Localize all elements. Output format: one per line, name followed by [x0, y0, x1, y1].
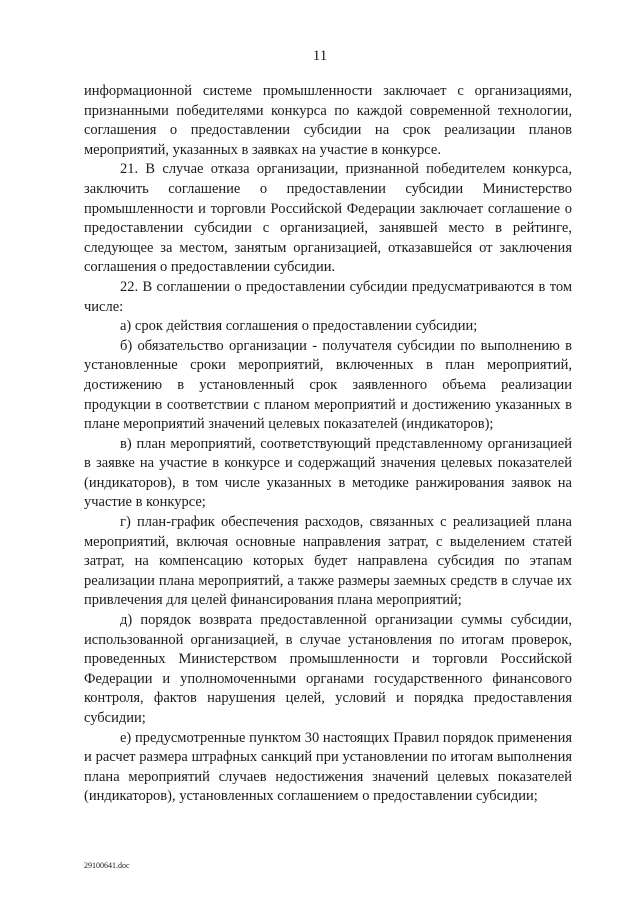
- subitem-b: б) обязательство организации - получателя субсидии по выполнению в установленные сроки мероприятий, включенных в план мероприятий, достижению в установленный срок заявленного объема реализации продукции в соответствии с планом мероприятий и достижению указанных в плане мероприятий значений целевых показателей (индикаторов);: [84, 337, 572, 433]
- subitem-g: г) план-график обеспечения расходов, связанных с реализацией плана мероприятий, включая основные направления затрат, с выделением статей затрат, на компенсацию которых будет направлена субсидия по этапам реализации плана мероприятий, а также размеры заемных средств в случае их привлечения для целей финансирования плана мероприятий;: [84, 514, 572, 609]
- paragraph-item-21: 21. В случае отказа организации, признанной победителем конкурса, заключить соглашение о предоставлении субсидии Министерство промышленности и торговли Российской Федерации заключает соглашение о предоставлении субсидии с организацией, занявшей место в рейтинге, следующее за местом, занятым организацией, отказавшейся от заключения соглашения о предоставлении субсидии.: [84, 161, 572, 276]
- paragraph-item-22: 22. В соглашении о предоставлении субсидии предусматриваются в том числе:: [84, 278, 572, 315]
- document-body: [84, 82, 572, 807]
- subitem-e: е) предусмотренные пунктом 30 настоящих Правил порядок применения и расчет размера штрафных санкций при установлении по итогам выполнения плана мероприятий случаев недостижения значений целевых показателей (индикаторов), установленных соглашением о предоставлении субсидии;: [84, 729, 572, 805]
- page-number: 11: [312, 48, 328, 64]
- subitem-v: в) план мероприятий, соответствующий представленному организацией в заявке на участие в конкурсе и содержащий значения целевых показателей (индикаторов), в том числе указанных в методике ранжирования заявок на участие в конкурсе;: [84, 435, 572, 511]
- document-file-code: 29100641.doc: [84, 861, 130, 870]
- subitem-d: д) порядок возврата предоставленной организации суммы субсидии, использованной организацией, в случае установления по итогам проверок, проведенных Министерством промышленности и торговли Российской Федерации и уполномоченными органами государственного финансового контроля, фактов нарушения целей, условий и порядка предоставления субсидии;: [84, 612, 572, 726]
- subitem-a: а) срок действия соглашения о предоставлении субсидии;: [120, 318, 478, 335]
- paragraph-continuation: информационной системе промышленности заключает с организациями, признанными победителями конкурса по каждой современной технологии, соглашения о предоставлении субсидии на срок реализации планов мероприятий, указанных в заявках на участие в конкурсе.: [84, 83, 572, 158]
